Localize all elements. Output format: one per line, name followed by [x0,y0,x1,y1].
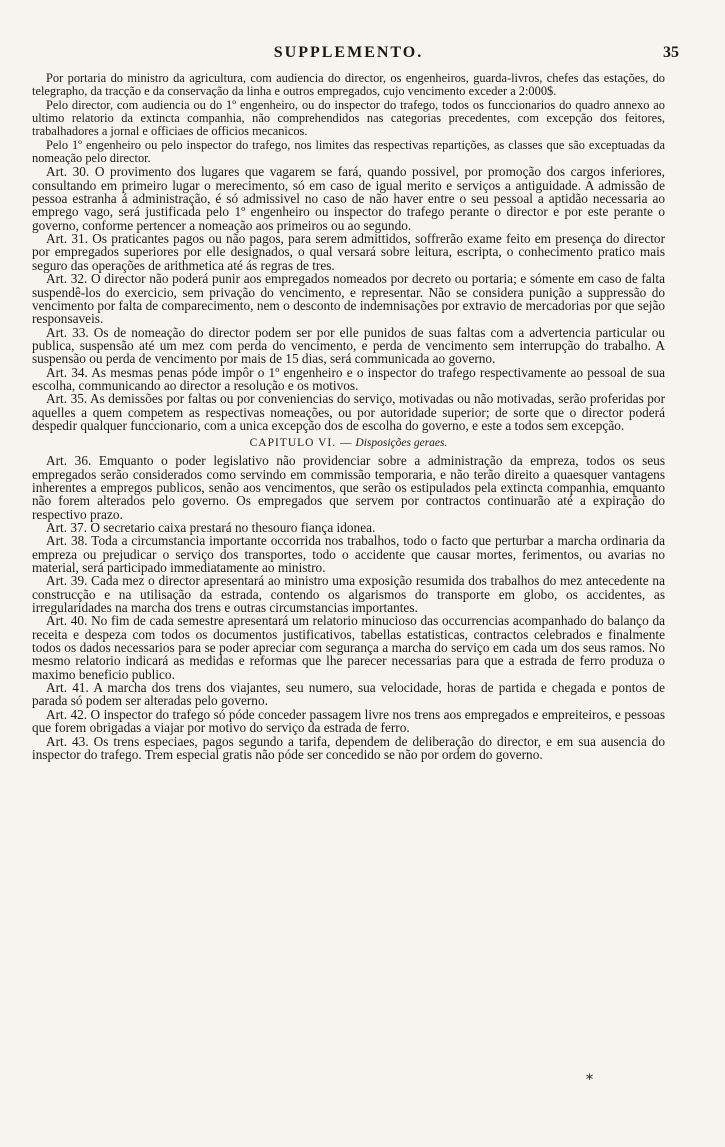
chapter-subtitle: Disposições geraes. [355,437,448,450]
paragraph: Pelo 1º engenheiro ou pelo inspector do trafego, nos limites das respectivas repartições, as classes que são exceptuadas da nomeação pelo director. [32,137,665,166]
article-31: Art. 31. Os praticantes pagos ou não pagos, para serem admittidos, soffrerão exame feito em presença do director por empregados superiores por elle designados, o qual versará sobre leitura, escripta, o conhecimento pratico mais seguro das operações de arithmetica até ás regras de tres. [32,231,665,273]
article-32: Art. 32. O director não poderá punir aos empregados nomeados por decreto ou portaria; e sómente em caso de falta suspendê-los do exercicio, sem privação do vencimento, e representar. Não se considera punição a suppressão do vencimento por falta de comparecimento, nem o desconto de indemnisações por extravio de mercadorias por que sejão responsaveis. [32,271,665,327]
chapter-label: CAPITULO VI. — [249,437,353,450]
page-header [32,44,679,68]
article-38: Art. 38. Toda a circumstancia importante occorrida nos trabalhos, todo o facto que perturbar a marcha ordinaria da empreza ou prejudicar o serviço dos transportes, todo o accidente que causar mortes, ferimentos, ou avarias no material, será participado immediatamente ao ministro. [32,533,665,576]
running-title: SUPPLEMENTO. [273,44,424,61]
page-number: 35 [663,44,679,61]
article-35: Art. 35. As demissões por faltas ou por conveniencias do serviço, motivadas ou não motivadas, serão proferidas por aquelles a quem competem as respectivas nomeações, ou por autoridade superior; de sorte que o director poderá despedir qualquer funccionario, com a unica excepção dos de escolha do governo, e este a todos sem excepção. [32,391,665,433]
article-43: Art. 43. Os trens especiaes, pagos segundo a tarifa, dependem de deliberação do director, e em sua ausencia do inspector do trafego. Trem especial gratis não póde ser concedido se não por ordem do governo. [32,733,665,762]
paragraph: Pelo director, com audiencia ou do 1º engenheiro, ou do inspector do trafego, todos os funccionarios do quadro annexo ao ultimo relatorio da extincta companhia, não comprehendidos nas categorias precedentes, com excepção dos feitores, trabalhadores a jornal e officiaes de officios mecanicos. [32,97,665,139]
article-33: Art. 33. Os de nomeação do director podem ser por elle punidos de suas faltas com a advertencia particular ou publica, suspensão até um mez com perda do vencimento, e perda de vencimento sem interrupção do trabalho. A suspensão ou perda de vencimento por mais de 15 dias, será communicada ao governo. [32,324,665,367]
article-37: Art. 37. O secretario caixa prestará no thesouro fiança idonea. [46,520,376,535]
chapter-heading [32,434,665,452]
article-42: Art. 42. O inspector do trafego só póde conceder passagem livre nos trens aos empregados e empreiteiros, e pessoas que forem obrigadas a viajar por motivo do serviço da estrada de ferro. [32,706,665,736]
asterisk-mark: * [586,1072,593,1088]
article-36: Art. 36. Emquanto o poder legislativo não providenciar sobre a administração da empreza, todos os seus empregados serão considerados como servindo em commissão temporaria, e não terão direito a quaesquer vantagens inherentes a empregos publicos, senão aos vencimentos, que serão os estipulados pela extincta companhia, emquanto não forem alterados pelo governo. Os empregados que servem por contractos continuarão até a expiração do respectivo prazo. [32,453,665,522]
article-34: Art. 34. As mesmas penas póde impôr o 1º engenheiro e o inspector do trafego respectivamente ao pessoal de sua escolha, communicando ao director a resolução e os motivos. [32,364,665,393]
article-40: Art. 40. No fim de cada semestre apresentará um relatorio minucioso das occurrencias acompanhado do balanço da receita e despeza com todos os documentos justificativos, tabellas estatisticas, contractos celebrados e finalmente todos os dados necessarios para se poder apreciar com segurança a marcha do serviço em cada um dos seus ramos. No mesmo relatorio indicará as medidas e reformas que lhe parecer necessarias para que a estrada de ferro produza o maximo beneficio publico. [32,613,665,682]
paragraph: Por portaria do ministro da agricultura, com audiencia do director, os engenheiros, guarda-livros, chefes das estações, do telegrapho, da tracção e da conservação da linha e outros empregados, cujo vencimento exceder a 2:000$. [32,71,665,99]
document-body [32,72,665,761]
article-39: Art. 39. Cada mez o director apresentará ao ministro uma exposição resumida dos trabalhos do mez antecedente na construcção e na utilisação da estrada, contendo os algarismos do transporte em globo, os accidentes, as irregularidades na marcha dos trens e outras circumstancias importantes. [32,573,665,616]
article-41: Art. 41. A marcha dos trens dos viajantes, seu numero, sua velocidade, horas de partida e chegada e pontos de parada só podem ser alteradas pelo governo. [32,680,665,709]
article-30: Art. 30. O provimento dos lugares que vagarem se fará, quando possivel, por promoção dos cargos inferiores, consultando em primeiro lugar o merecimento, só em caso de igual merito e serviços a antiguidade. A admissão de pessoa estranha á administração, é só admissivel no caso de não haver entre o seu pessoal a aptidão necessaria ao emprego vago, será justificada pelo 1º engenheiro ou inspector do trafego perante o director e por este perante o governo, conforme pertencer a nomeação aos primeiros ou ao segundo. [32,164,665,233]
